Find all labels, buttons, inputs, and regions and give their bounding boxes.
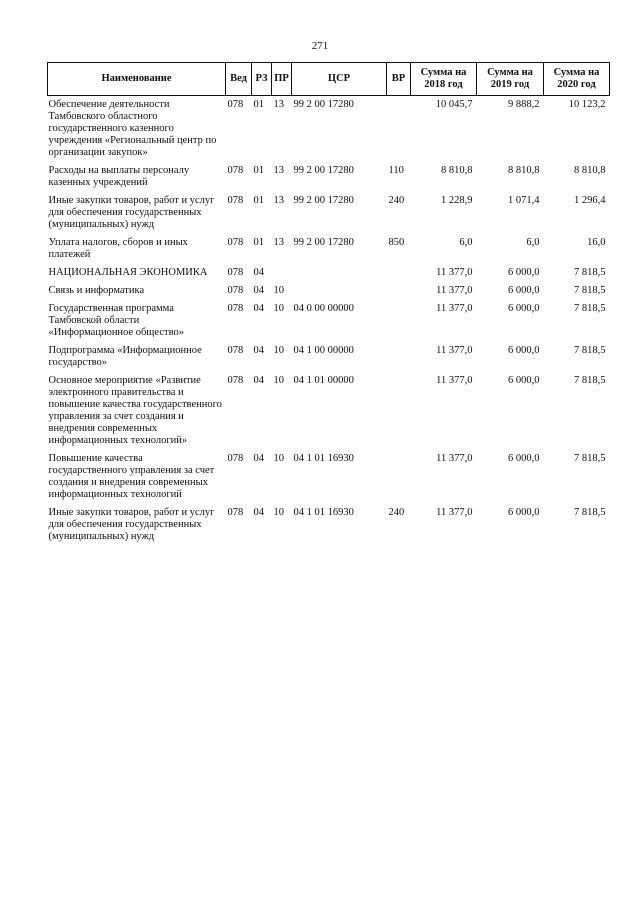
row-vr: [387, 282, 411, 300]
row-sum-2018: 11 377,0: [436, 375, 473, 386]
row-sum-2019: 6 000,0: [508, 345, 540, 356]
row-name: Иные закупки товаров, работ и услуг для обеспечения государственных (муниципальных) нужд: [48, 507, 215, 542]
row-csr: 99 2 00 17280: [293, 99, 354, 110]
header-sum-2019: Сумма на 2019 год: [477, 63, 544, 96]
row-sum-2019: 1 071,4: [508, 195, 540, 206]
header-rz: РЗ: [252, 63, 272, 96]
row-pr: 10: [273, 345, 284, 356]
row-sum-2020: 7 818,5: [574, 303, 606, 314]
page-number: 271: [311, 40, 329, 52]
table-row: [48, 282, 610, 300]
row-vr: [387, 342, 411, 372]
header-csr: ЦСР: [292, 63, 387, 96]
row-vr: [387, 96, 411, 163]
row-sum-2020: 10 123,2: [568, 99, 606, 110]
table-row: [48, 234, 610, 264]
row-rz: 01: [253, 195, 264, 206]
row-rz: 04: [253, 375, 264, 386]
row-ved: 078: [227, 165, 244, 176]
row-rz: 04: [253, 507, 264, 518]
row-name: Обеспечение деятельности Тамбовского областного государственного казенного учреждения «Региональный центр по организации закупок»: [48, 99, 217, 158]
row-ved: 078: [227, 267, 244, 278]
row-sum-2020: 7 818,5: [574, 453, 606, 464]
row-sum-2019: 6 000,0: [508, 285, 540, 296]
row-ved: 078: [227, 99, 244, 110]
row-ved: 078: [227, 507, 244, 518]
row-name: НАЦИОНАЛЬНАЯ ЭКОНОМИКА: [48, 267, 208, 278]
row-csr: 04 1 01 16930: [293, 507, 354, 518]
row-pr: 10: [273, 303, 284, 314]
row-csr: 04 1 01 16930: [293, 453, 354, 464]
row-sum-2020: 7 818,5: [574, 345, 606, 356]
row-ved: 078: [227, 303, 244, 314]
row-rz: 04: [253, 285, 264, 296]
row-ved: 078: [227, 195, 244, 206]
row-sum-2018: 11 377,0: [436, 267, 473, 278]
row-name: Повышение качества государственного управления за счет создания и внедрения современных информационных технологий: [48, 453, 215, 500]
row-vr: 240: [388, 195, 405, 206]
row-vr: 850: [388, 237, 405, 248]
row-sum-2019: 8 810,8: [508, 165, 540, 176]
row-rz: 04: [253, 345, 264, 356]
table-body: [48, 96, 610, 547]
row-pr: 13: [273, 165, 284, 176]
row-csr: 04 1 01 00000: [293, 375, 354, 386]
table-row: [48, 372, 610, 450]
row-csr: 99 2 00 17280: [293, 237, 354, 248]
row-csr: [292, 282, 387, 300]
row-vr: [387, 450, 411, 504]
table-row: [48, 300, 610, 342]
row-rz: 04: [253, 267, 264, 278]
row-vr: 240: [388, 507, 405, 518]
row-ved: 078: [227, 453, 244, 464]
header-vr: ВР: [387, 63, 411, 96]
row-pr: 10: [273, 507, 284, 518]
row-name: Подпрограмма «Информационное государство»: [48, 345, 202, 368]
row-pr: 13: [273, 237, 284, 248]
row-pr: [272, 264, 292, 282]
row-sum-2018: 11 377,0: [436, 285, 473, 296]
row-sum-2018: 6,0: [459, 237, 473, 248]
row-pr: 10: [273, 285, 284, 296]
row-pr: 13: [273, 195, 284, 206]
header-pr: ПР: [272, 63, 292, 96]
row-name: Иные закупки товаров, работ и услуг для обеспечения государственных (муниципальных) нужд: [48, 195, 215, 230]
row-pr: 10: [273, 375, 284, 386]
row-csr: 99 2 00 17280: [293, 195, 354, 206]
row-sum-2020: 1 296,4: [574, 195, 606, 206]
table-header: [48, 63, 610, 96]
header-ved: Вед: [226, 63, 252, 96]
header-name: Наименование: [48, 63, 226, 96]
row-vr: [387, 264, 411, 282]
row-sum-2020: 7 818,5: [574, 375, 606, 386]
row-sum-2019: 9 888,2: [508, 99, 540, 110]
row-sum-2019: 6 000,0: [508, 375, 540, 386]
header-sum-2020: Сумма на 2020 год: [544, 63, 610, 96]
row-name: Государственная программа Тамбовской области «Информационное общество»: [48, 303, 184, 338]
row-vr: [387, 372, 411, 450]
row-rz: 01: [253, 99, 264, 110]
row-sum-2019: 6 000,0: [508, 267, 540, 278]
row-rz: 04: [253, 303, 264, 314]
row-sum-2018: 11 377,0: [436, 453, 473, 464]
row-sum-2018: 8 810,8: [441, 165, 473, 176]
row-sum-2020: 7 818,5: [574, 267, 606, 278]
row-ved: 078: [227, 375, 244, 386]
row-rz: 01: [253, 165, 264, 176]
row-ved: 078: [227, 285, 244, 296]
row-vr: 110: [388, 165, 404, 176]
row-sum-2020: 7 818,5: [574, 507, 606, 518]
row-rz: 01: [253, 237, 264, 248]
header-sum-2018: Сумма на 2018 год: [411, 63, 477, 96]
row-sum-2020: 8 810,8: [574, 165, 606, 176]
budget-table: [47, 62, 610, 546]
row-vr: [387, 300, 411, 342]
row-ved: 078: [227, 237, 244, 248]
row-csr: 04 0 00 00000: [293, 303, 354, 314]
table-row: [48, 162, 610, 192]
row-sum-2020: 16,0: [587, 237, 606, 248]
row-name: Уплата налогов, сборов и иных платежей: [48, 237, 188, 260]
row-sum-2020: 7 818,5: [574, 285, 606, 296]
row-ved: 078: [227, 345, 244, 356]
row-csr: [292, 264, 387, 282]
table-row: [48, 450, 610, 504]
table-row: [48, 264, 610, 282]
row-pr: 13: [273, 99, 284, 110]
row-pr: 10: [273, 453, 284, 464]
row-name: Основное мероприятие «Развитие электронного правительства и повышение качества государственного управления за счет создания и внедрения современных информационных технологий»: [48, 375, 222, 446]
row-sum-2019: 6 000,0: [508, 303, 540, 314]
row-sum-2019: 6 000,0: [508, 507, 540, 518]
row-name: Расходы на выплаты персоналу казенных учреждений: [48, 165, 190, 188]
row-rz: 04: [253, 453, 264, 464]
row-sum-2018: 11 377,0: [436, 303, 473, 314]
table-row: [48, 504, 610, 546]
row-name: Связь и информатика: [48, 285, 145, 296]
row-sum-2019: 6,0: [526, 237, 540, 248]
row-sum-2018: 11 377,0: [436, 507, 473, 518]
row-csr: 04 1 00 00000: [293, 345, 354, 356]
row-sum-2018: 1 228,9: [441, 195, 473, 206]
row-csr: 99 2 00 17280: [293, 165, 354, 176]
table-row: [48, 342, 610, 372]
table-row: [48, 96, 610, 163]
row-sum-2018: 11 377,0: [436, 345, 473, 356]
table-row: [48, 192, 610, 234]
row-sum-2018: 10 045,7: [435, 99, 473, 110]
row-sum-2019: 6 000,0: [508, 453, 540, 464]
